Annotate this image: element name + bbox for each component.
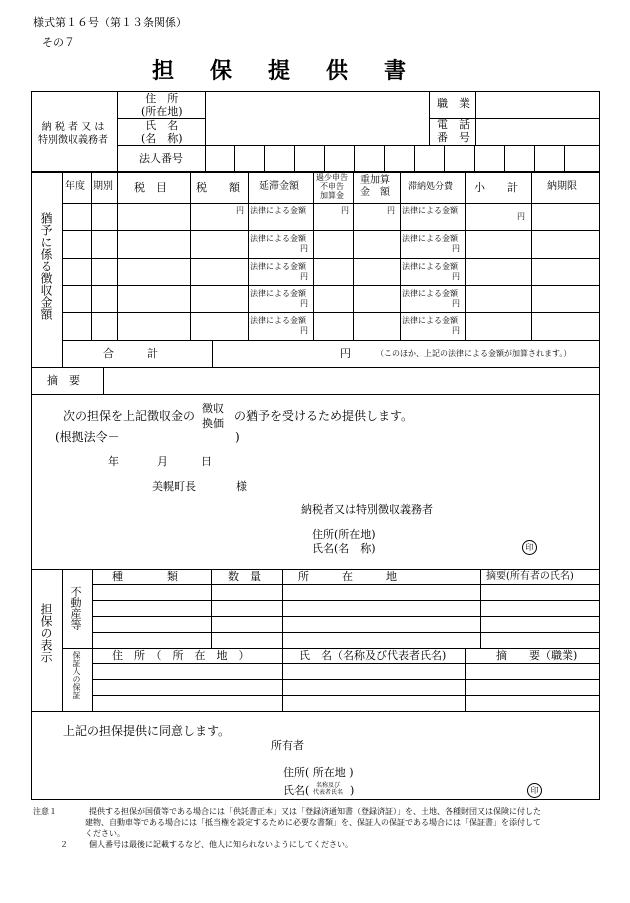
col-heavy-penalty: 重加算 金 額 [360,175,390,198]
taxpayer-group-label: 納 税 者 又 は 特別徴収義務者 [38,122,108,146]
consent-text: 上記の担保提供に同意します。 [63,724,231,738]
legal-basis-open: (根拠法令－ [55,430,120,444]
col-property-location: 所 在 地 [298,570,397,583]
occupation-field[interactable] [476,92,599,117]
col-disposition-cost: 滞納処分費 [408,182,454,192]
option-conversion[interactable]: 換価 [202,417,224,430]
note2-text: 個人番号は最後に記載するなど、他人に知られないようにしてください。 [89,840,353,849]
guarantor-entry-area[interactable] [93,664,599,711]
col-property-qty: 数 量 [228,570,261,583]
declaration-text-pre: 次の担保を上記徴収金の [63,409,196,423]
col-guarantor-address: 住 所 （ 所 在 地 ） [112,649,250,662]
col-period: 期別 [93,181,113,192]
total-note: （このほか、上記の法律による金額が加算されます。） [376,349,572,358]
amount-side-label: 猶予に係る徴収金額 [39,212,53,320]
legal-amount-label: 法律による金額 [402,316,458,325]
col-guarantor-remarks: 摘 要（職業) [496,649,578,662]
remarks-field[interactable] [104,368,599,394]
phone-field[interactable] [476,119,599,144]
total-label: 合 計 [103,347,158,360]
remarks-label: 摘 要 [47,374,80,387]
legal-amount-label: 法律による金額 [250,289,306,298]
total-yen: 円 [340,347,351,360]
address-label: 住 所 (所在地) [141,92,183,118]
addressee-suffix: 様 [236,480,247,493]
owner-label: 所有者 [271,739,304,752]
legal-amount-label: 法律による金額 [402,234,458,243]
form-subnumber: その７ [42,36,75,49]
legal-basis-close: ) [235,430,240,444]
col-penalty: 過少申告 不申告 加算金 [316,173,348,200]
property-label: 不動産等 [69,586,82,630]
yen-unit: 円 [300,299,308,308]
note1-text-line3: ください。 [85,829,125,838]
yen-unit: 円 [300,326,308,335]
taxpayer-name-field[interactable] [206,119,428,144]
yen-unit: 円 [452,326,460,335]
option-collection[interactable]: 徴収 [202,402,224,415]
date-year: 年 [108,455,119,468]
col-subtotal: 小 計 [474,181,518,194]
signer-address-label: 住所(所在地) [312,528,376,541]
legal-amount-label: 法律による金額 [402,206,458,215]
col-property-type: 種 類 [112,570,178,583]
yen-unit: 円 [341,206,349,215]
corp-number-label: 法人番号 [139,152,183,165]
yen-unit: 円 [387,206,395,215]
date-month: 月 [157,455,168,468]
yen-unit: 円 [452,272,460,281]
seal-mark: 印 [522,540,537,555]
phone-label: 電 話 番 号 [437,118,470,144]
total-amount-field[interactable] [213,341,333,367]
legal-amount-label: 法律による金額 [250,234,306,243]
yen-unit: 円 [300,244,308,253]
yen-unit: 円 [452,244,460,253]
note1-text: 提供する担保が国債等である場合には「供託書正本」又は「登録済通知書（登録済証）」を、土地、各種財団又は保険に付した [89,807,541,816]
col-fiscal-year: 年度 [65,181,85,192]
signer-name-label: 氏名(名 称) [312,542,376,555]
name-label: 氏 名 (名 称) [141,119,183,145]
col-delinquency: 延滞金額 [259,181,299,192]
guarantor-label: 保証人の保証 [72,651,81,699]
collateral-side-label: 担保の表示 [39,603,53,663]
legal-amount-label: 法律による金額 [250,316,306,325]
yen-unit: 円 [236,206,244,215]
col-property-remarks: 摘要(所有者の氏名) [486,571,574,582]
corp-number-field[interactable] [206,146,599,171]
note1-label: 注意１ [33,807,57,816]
form-number: 様式第１６号（第１３条関係） [33,16,187,29]
yen-unit: 円 [517,212,525,221]
owner-name-post: ) [350,784,355,797]
owner-name-pre: 氏名( [283,784,310,797]
declaration-text-post: の猶予を受けるため提供します。 [234,409,414,423]
taxpayer-address-field[interactable] [206,92,428,117]
owner-seal-mark: 印 [527,783,542,798]
yen-unit: 円 [452,299,460,308]
property-entry-area[interactable] [93,585,599,647]
legal-amount-label: 法律による金額 [250,206,306,215]
col-tax-item: 税 目 [134,181,167,194]
note2-label: ２ [60,840,68,849]
signer-role: 納税者又は特別徴収義務者 [301,503,433,516]
addressee: 美幌町長 [152,480,196,493]
legal-amount-label: 法律による金額 [250,262,306,271]
col-guarantor-name: 氏 名（名称及び代表者氏名) [299,649,447,662]
date-day: 日 [201,455,212,468]
page-title: 担保提供書 [152,58,443,84]
yen-unit: 円 [300,272,308,281]
col-due-date: 納期限 [547,181,577,192]
owner-name-small: 名称及び 代表者氏名 [313,782,344,796]
col-tax-amount: 税 額 [196,181,240,194]
legal-amount-label: 法律による金額 [402,262,458,271]
legal-amount-label: 法律による金額 [402,289,458,298]
owner-address-label: 住所( 所在地 ) [283,766,354,779]
occupation-label: 職 業 [437,97,470,110]
note1-text-line2: 建物、自動車等である場合には「抵当権を設定するために必要な書類」を、保証人の保証である場合には「保証書」を添付して [85,818,541,827]
